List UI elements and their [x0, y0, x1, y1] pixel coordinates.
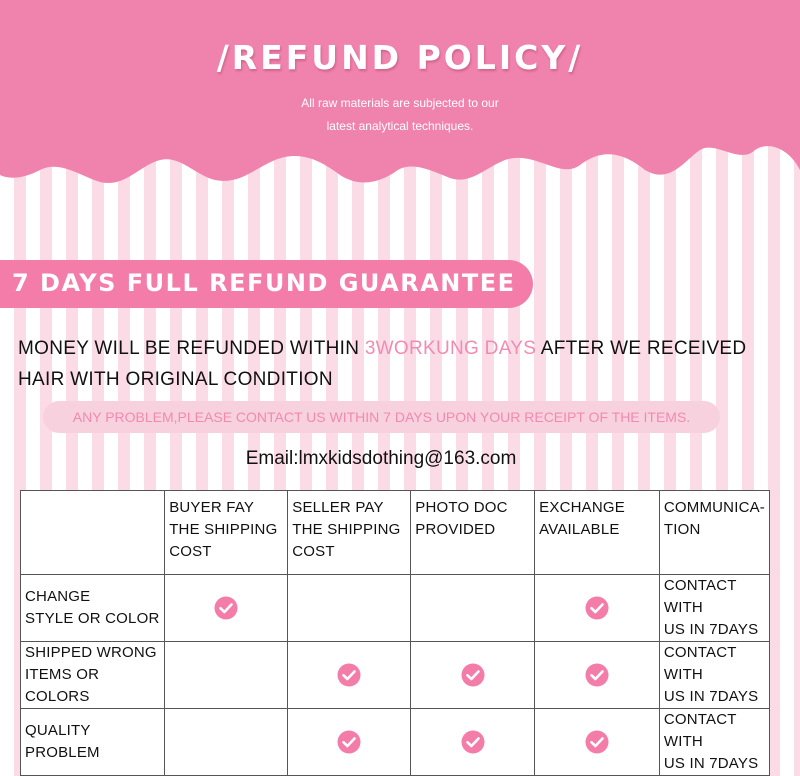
pink-check-circle-icon [585, 596, 609, 620]
comm-text: US IN 7DAYS [663, 621, 759, 638]
refund-statement [18, 333, 788, 395]
refund-statement-line2: HAIR WITH ORIGINAL CONDITION [18, 369, 333, 390]
header-communication [659, 491, 769, 575]
pink-check-circle-icon [461, 730, 485, 754]
table-row [21, 575, 770, 642]
pink-check-circle-icon [214, 596, 238, 620]
buyer-pay-cell [165, 642, 288, 709]
exchange-cell [535, 642, 660, 709]
row-label-text: PROBLEM [25, 744, 100, 761]
row-label-text: STYLE OR COLOR [25, 610, 160, 627]
row-label-text: ITEMS OR COLORS [25, 666, 100, 705]
header-photo-doc [411, 491, 535, 575]
header-empty-cell [21, 491, 165, 575]
pink-check-circle-icon [585, 730, 609, 754]
communication-cell [659, 642, 769, 709]
guarantee-banner [0, 260, 533, 308]
refund-statement-prefix: MONEY WILL BE REFUNDED WITHIN [18, 338, 365, 359]
row-label-text: QUALITY [25, 722, 91, 739]
page-title: /REFUND POLICY/ [216, 38, 584, 77]
pink-check-circle-icon [337, 663, 361, 687]
exchange-cell [535, 709, 660, 776]
buyer-pay-cell [165, 709, 288, 776]
table-header-row [21, 491, 770, 575]
comm-text: CONTACT WITH [663, 644, 737, 683]
subtitle-line-2: latest analytical techniques. [326, 119, 474, 133]
subtitle-line-1: All raw materials are subjected to our [301, 96, 499, 110]
row-label [21, 575, 165, 642]
header-buyer-pay [165, 491, 288, 575]
header-text: PROVIDED [415, 521, 496, 538]
header-seller-pay [288, 491, 411, 575]
header-text: BUYER FAY [169, 499, 255, 516]
header-text: THE SHIPPING [292, 521, 401, 538]
seller-pay-cell [288, 642, 411, 709]
header-text: THE SHIPPING [169, 521, 278, 538]
table-row [21, 642, 770, 709]
header-text: COMMUNICA- [663, 499, 765, 516]
contact-email: Email:lmxkidsdothing@163.com [245, 448, 517, 469]
photo-doc-cell [411, 642, 535, 709]
header-text: COST [292, 543, 335, 560]
header-text: PHOTO DOC [415, 499, 508, 516]
refund-days-highlight: 3WORKUNG DAYS [364, 338, 537, 359]
header-text: SELLER PAY [292, 499, 384, 516]
communication-cell [659, 575, 769, 642]
row-label-text: CHANGE [25, 588, 91, 605]
row-label-text: SHIPPED WRONG [25, 644, 157, 661]
seller-pay-cell [288, 575, 411, 642]
refund-statement-suffix: AFTER WE RECEIVED [536, 338, 747, 359]
communication-cell [659, 709, 769, 776]
header-text: COST [169, 543, 212, 560]
seller-pay-cell [288, 709, 411, 776]
pink-check-circle-icon [461, 663, 485, 687]
header-exchange [535, 491, 660, 575]
pink-check-circle-icon [337, 730, 361, 754]
row-label [21, 642, 165, 709]
photo-doc-cell [411, 575, 535, 642]
header-text: EXCHANGE [539, 499, 625, 516]
buyer-pay-cell [165, 575, 288, 642]
comm-text: CONTACT WITH [663, 711, 737, 750]
table-row [21, 709, 770, 776]
header-text: TION [663, 521, 701, 538]
refund-policy-table [20, 490, 770, 776]
problem-notice: ANY PROBLEM,PLEASE CONTACT US WITHIN 7 DAYS UPON YOUR RECEIPT OF THE ITEMS. [43, 401, 720, 433]
comm-text: US IN 7DAYS [663, 755, 759, 772]
exchange-cell [535, 575, 660, 642]
header-text: AVAILABLE [539, 521, 620, 538]
photo-doc-cell [411, 709, 535, 776]
row-label [21, 709, 165, 776]
comm-text: US IN 7DAYS [663, 688, 759, 705]
pink-check-circle-icon [585, 663, 609, 687]
guarantee-heading: 7 DAYS FULL REFUND GUARANTEE [12, 269, 516, 297]
comm-text: CONTACT WITH [663, 577, 737, 616]
